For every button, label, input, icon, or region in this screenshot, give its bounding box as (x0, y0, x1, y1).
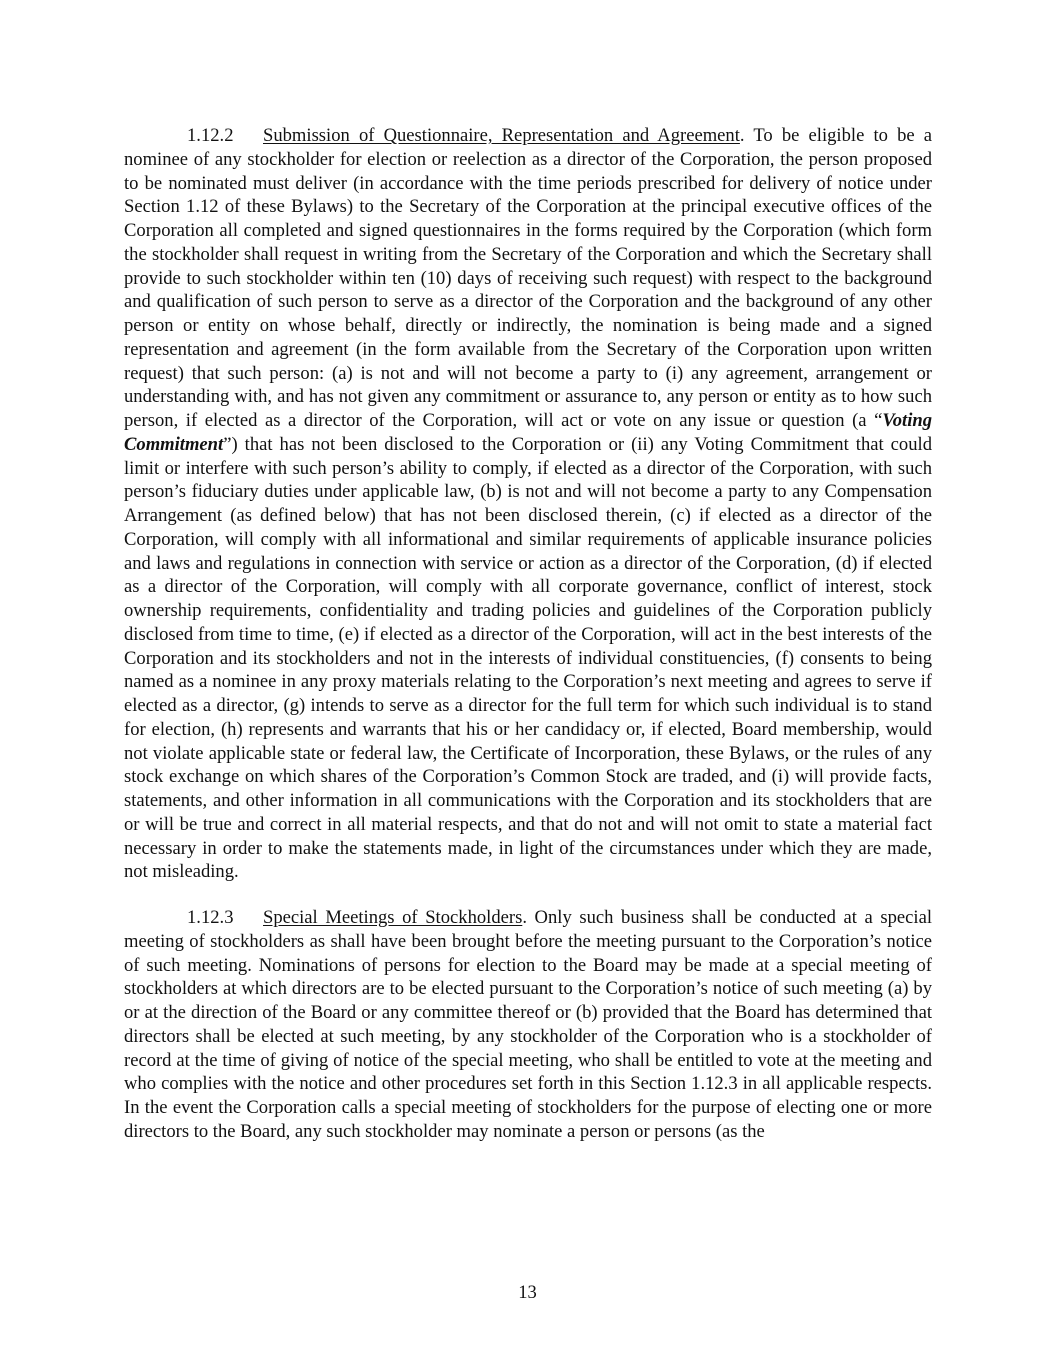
section-heading: Special Meetings of Stockholders (263, 907, 523, 928)
section-heading: Submission of Questionnaire, Representation and Agreement (263, 125, 740, 146)
section-1-12-3-paragraph (124, 906, 932, 1144)
section-body-text-continued: ”) that has not been disclosed to the Corporation or (ii) any Voting Commitment that could limit or interfere with such person’s ability to comply, if elected as a director of the Corporation, with such person’s fiduciary duties under applicable law, (b) is not and will not become a party to any Compensation Arrangement (as defined below) that has not been disclosed therein, (c) if elected as a director of the Corporation, will comply with all informational and similar requirements of applicable insurance policies and laws and regulations in connection with service or action as a director of the Corporation, (d) if elected as a director of the Corporation, will comply with all corporate governance, conflict of interest, stock ownership requirements, confidentiality and trading policies and guidelines of the Corporation publicly disclosed from time to time, (e) if elected as a director of the Corporation, will act in the best interests of the Corporation and its stockholders and not in the interests of individual constituencies, (f) consents to being named as a nominee in any proxy materials relating to the Corporation’s next meeting and agrees to serve if elected as a director, (g) intends to serve as a director for the full term for which such individual is to stand for election, (h) represents and warrants that his or her candidacy or, if elected, Board membership, would not violate applicable state or federal law, the Certificate of Incorporation, these Bylaws, or the rules of any stock exchange on which shares of the Corporation’s Common Stock are traded, and (i) will provide facts, statements, and other information in all communications with the Corporation and its stockholders that are or will be true and correct in all material respects, and that do not and will not omit to state a material fact necessary in order to make the statements made, in light of the circumstances under which they are made, not misleading. (124, 433, 932, 883)
defined-term: Voting Commitment (124, 410, 932, 455)
section-1-12-2-paragraph (124, 124, 932, 884)
section-body-text: . To be eligible to be a nominee of any stockholder for election or reelection as a director of the Corporation, the person proposed to be nominated must deliver (in accordance with the time periods prescribed for delivery of notice under Section 1.12 of these Bylaws) to the Secretary of the Corporation at the principal executive offices of the Corporation all completed and signed questionnaires in the forms required by the Corporation (which form the stockholder shall request in writing from the Secretary of the Corporation and which the Secretary shall provide to such stockholder within ten (10) days of receiving such request) with respect to the background and qualification of such person to serve as a director of the Corporation and the background of any other person or entity on whose behalf, directly or indirectly, the nomination is being made and a signed representation and agreement (in the form available from the Secretary of the Corporation upon written request) that such person: (a) is not and will not become a party to (i) any agreement, arrangement or understanding with, and has not given any commitment or assurance to, any person or entity as to how such person, if elected as a director of the Corporation, will act or vote on any issue or question (a “ (124, 125, 933, 431)
page-number: 13 (518, 1282, 537, 1303)
document-body (124, 124, 932, 1144)
section-number: 1.12.2 (187, 125, 234, 146)
section-body-text: . Only such business shall be conducted at a special meeting of stockholders as shall have been brought before the meeting pursuant to the Corporation’s notice of such meeting. Nominations of persons for election to the Board may be made at a special meeting of stockholders at which directors are to be elected pursuant to the Corporation’s notice of such meeting (a) by or at the direction of the Board or any committee thereof or (b) provided that the Board has determined that directors shall be elected at such meeting, by any stockholder of the Corporation who is a stockholder of record at the time of giving of notice of the special meeting, who shall be entitled to vote at the meeting and who complies with the notice and other procedures set forth in this Section 1.12.3 in all applicable respects. In the event the Corporation calls a special meeting of stockholders for the purpose of electing one or more directors to the Board, any such stockholder may nominate a person or persons (as the (124, 907, 932, 1142)
section-number: 1.12.3 (187, 907, 234, 928)
